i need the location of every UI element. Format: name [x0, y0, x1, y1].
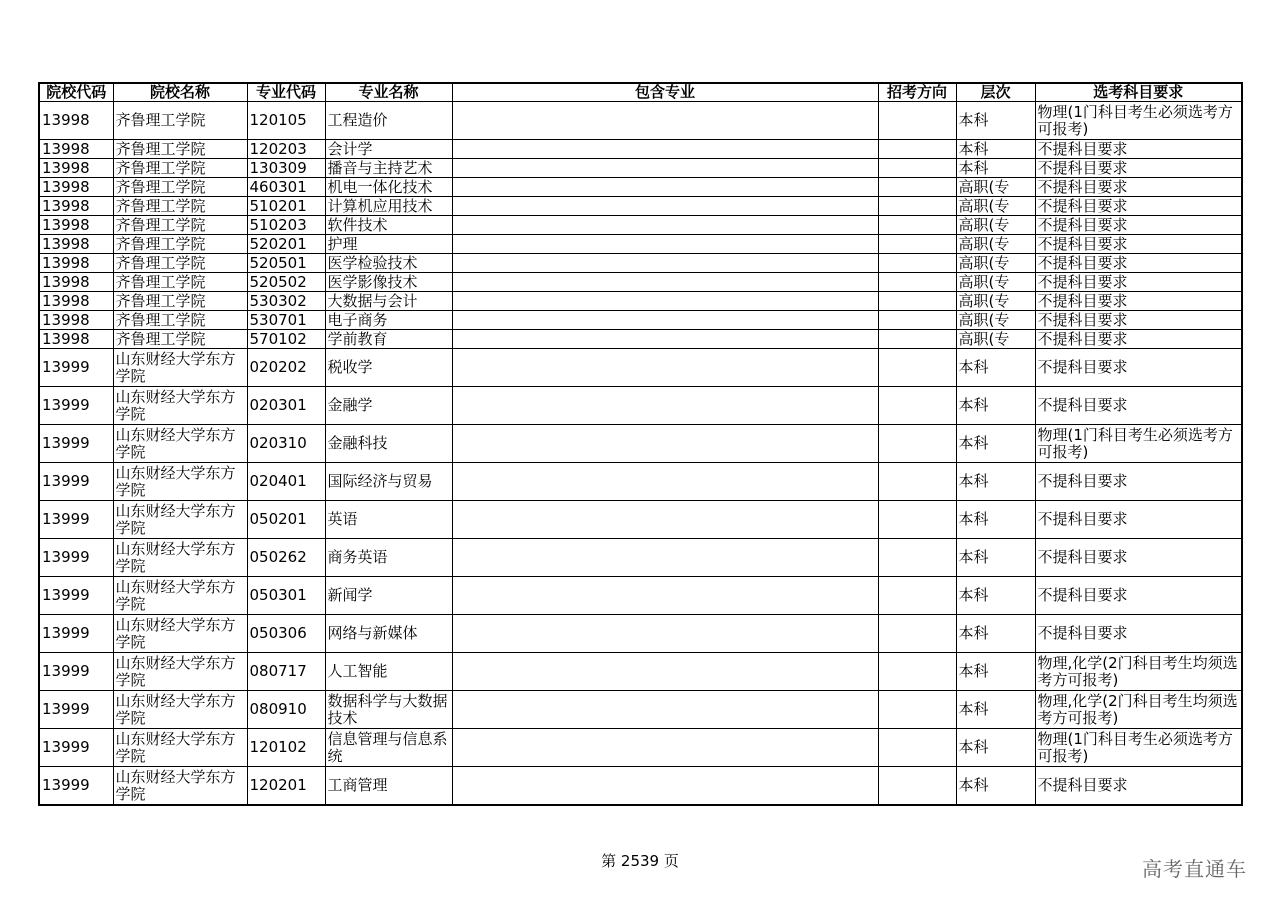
cell-subject-requirements: 不提科目要求: [1035, 615, 1242, 653]
cell-included-majors: [452, 387, 878, 425]
cell-level: 本科: [956, 140, 1035, 159]
cell-major-code: 050301: [247, 577, 325, 615]
cell-major-name: 机电一体化技术: [325, 178, 452, 197]
cell-subject-requirements: 不提科目要求: [1035, 273, 1242, 292]
cell-school-code: 13999: [39, 539, 113, 577]
cell-level: 本科: [956, 501, 1035, 539]
cell-major-code: 020401: [247, 463, 325, 501]
cell-school-name: 山东财经大学东方学院: [113, 691, 247, 729]
cell-subject-requirements: 不提科目要求: [1035, 349, 1242, 387]
cell-major-name: 英语: [325, 501, 452, 539]
cell-subject-requirements: 不提科目要求: [1035, 501, 1242, 539]
cell-school-name: 山东财经大学东方学院: [113, 577, 247, 615]
cell-included-majors: [452, 178, 878, 197]
table-row: [39, 729, 1242, 767]
cell-direction: [878, 349, 956, 387]
cell-major-name: 国际经济与贸易: [325, 463, 452, 501]
cell-school-name: 齐鲁理工学院: [113, 273, 247, 292]
cell-included-majors: [452, 539, 878, 577]
table-row: [39, 691, 1242, 729]
cell-major-name: 信息管理与信息系统: [325, 729, 452, 767]
cell-school-name: 齐鲁理工学院: [113, 235, 247, 254]
cell-level: 高职(专: [956, 292, 1035, 311]
table-row: [39, 539, 1242, 577]
cell-school-code: 13998: [39, 197, 113, 216]
cell-subject-requirements: 不提科目要求: [1035, 235, 1242, 254]
cell-level: 本科: [956, 539, 1035, 577]
cell-included-majors: [452, 501, 878, 539]
cell-included-majors: [452, 102, 878, 140]
cell-direction: [878, 501, 956, 539]
cell-included-majors: [452, 577, 878, 615]
cell-direction: [878, 463, 956, 501]
admissions-table: [38, 82, 1243, 806]
cell-included-majors: [452, 691, 878, 729]
cell-major-code: 520502: [247, 273, 325, 292]
cell-level: 高职(专: [956, 330, 1035, 349]
cell-school-name: 山东财经大学东方学院: [113, 501, 247, 539]
table-row: [39, 235, 1242, 254]
cell-direction: [878, 425, 956, 463]
cell-level: 高职(专: [956, 254, 1035, 273]
header-row: [39, 83, 1242, 102]
cell-school-code: 13999: [39, 729, 113, 767]
table-body: [39, 102, 1242, 806]
table-row: [39, 349, 1242, 387]
cell-subject-requirements: 不提科目要求: [1035, 330, 1242, 349]
cell-major-code: 050306: [247, 615, 325, 653]
cell-school-code: 13999: [39, 387, 113, 425]
cell-direction: [878, 539, 956, 577]
cell-major-name: 医学检验技术: [325, 254, 452, 273]
cell-level: 本科: [956, 463, 1035, 501]
cell-level: 本科: [956, 349, 1035, 387]
table-row: [39, 311, 1242, 330]
table-row: [39, 615, 1242, 653]
cell-level: 本科: [956, 387, 1035, 425]
cell-direction: [878, 197, 956, 216]
cell-major-code: 120203: [247, 140, 325, 159]
cell-included-majors: [452, 767, 878, 806]
cell-major-code: 460301: [247, 178, 325, 197]
cell-major-code: 020202: [247, 349, 325, 387]
cell-included-majors: [452, 729, 878, 767]
cell-school-name: 齐鲁理工学院: [113, 216, 247, 235]
cell-school-code: 13999: [39, 691, 113, 729]
cell-school-name: 齐鲁理工学院: [113, 140, 247, 159]
cell-subject-requirements: 不提科目要求: [1035, 178, 1242, 197]
table-row: [39, 653, 1242, 691]
header-school-name: 院校名称: [113, 83, 247, 102]
cell-direction: [878, 102, 956, 140]
cell-subject-requirements: 物理(1门科目考生必须选考方可报考): [1035, 102, 1242, 140]
table-row: [39, 254, 1242, 273]
cell-school-code: 13999: [39, 425, 113, 463]
cell-subject-requirements: 物理,化学(2门科目考生均须选考方可报考): [1035, 653, 1242, 691]
cell-direction: [878, 254, 956, 273]
cell-subject-requirements: 不提科目要求: [1035, 577, 1242, 615]
cell-subject-requirements: 不提科目要求: [1035, 539, 1242, 577]
cell-direction: [878, 767, 956, 806]
cell-major-name: 金融学: [325, 387, 452, 425]
cell-school-code: 13998: [39, 235, 113, 254]
cell-direction: [878, 330, 956, 349]
cell-subject-requirements: 不提科目要求: [1035, 292, 1242, 311]
cell-major-code: 530302: [247, 292, 325, 311]
cell-major-code: 570102: [247, 330, 325, 349]
cell-subject-requirements: 不提科目要求: [1035, 216, 1242, 235]
cell-major-name: 工商管理: [325, 767, 452, 806]
cell-direction: [878, 387, 956, 425]
cell-school-name: 山东财经大学东方学院: [113, 767, 247, 806]
cell-included-majors: [452, 197, 878, 216]
cell-major-name: 数据科学与大数据技术: [325, 691, 452, 729]
cell-level: 本科: [956, 159, 1035, 178]
cell-direction: [878, 729, 956, 767]
header-major-name: 专业名称: [325, 83, 452, 102]
cell-school-code: 13999: [39, 767, 113, 806]
cell-school-name: 山东财经大学东方学院: [113, 729, 247, 767]
cell-included-majors: [452, 273, 878, 292]
cell-level: 本科: [956, 577, 1035, 615]
cell-school-name: 齐鲁理工学院: [113, 254, 247, 273]
cell-school-code: 13999: [39, 501, 113, 539]
cell-school-name: 齐鲁理工学院: [113, 197, 247, 216]
cell-direction: [878, 615, 956, 653]
table-row: [39, 140, 1242, 159]
cell-subject-requirements: 物理,化学(2门科目考生均须选考方可报考): [1035, 691, 1242, 729]
header-level: 层次: [956, 83, 1035, 102]
cell-included-majors: [452, 216, 878, 235]
cell-direction: [878, 235, 956, 254]
table-row: [39, 463, 1242, 501]
cell-major-name: 商务英语: [325, 539, 452, 577]
cell-direction: [878, 273, 956, 292]
cell-level: 本科: [956, 102, 1035, 140]
cell-level: 高职(专: [956, 178, 1035, 197]
cell-direction: [878, 311, 956, 330]
cell-major-code: 130309: [247, 159, 325, 178]
cell-level: 高职(专: [956, 311, 1035, 330]
cell-school-code: 13998: [39, 140, 113, 159]
cell-school-name: 齐鲁理工学院: [113, 102, 247, 140]
cell-major-name: 医学影像技术: [325, 273, 452, 292]
cell-school-name: 齐鲁理工学院: [113, 178, 247, 197]
cell-school-name: 山东财经大学东方学院: [113, 387, 247, 425]
cell-major-name: 新闻学: [325, 577, 452, 615]
cell-level: 本科: [956, 653, 1035, 691]
cell-major-code: 520501: [247, 254, 325, 273]
table-row: [39, 197, 1242, 216]
cell-major-name: 学前教育: [325, 330, 452, 349]
cell-included-majors: [452, 292, 878, 311]
cell-major-code: 120201: [247, 767, 325, 806]
cell-subject-requirements: 不提科目要求: [1035, 140, 1242, 159]
header-school-code: 院校代码: [39, 83, 113, 102]
watermark: 高考直通车: [1142, 857, 1247, 881]
table-row: [39, 577, 1242, 615]
cell-major-name: 大数据与会计: [325, 292, 452, 311]
cell-included-majors: [452, 235, 878, 254]
cell-subject-requirements: 不提科目要求: [1035, 463, 1242, 501]
cell-school-code: 13998: [39, 254, 113, 273]
cell-included-majors: [452, 254, 878, 273]
table-row: [39, 102, 1242, 140]
header-subject-requirements: 选考科目要求: [1035, 83, 1242, 102]
cell-school-name: 山东财经大学东方学院: [113, 615, 247, 653]
page-number: 第 2539 页: [601, 852, 679, 870]
cell-major-code: 020301: [247, 387, 325, 425]
cell-school-code: 13998: [39, 102, 113, 140]
cell-subject-requirements: 不提科目要求: [1035, 159, 1242, 178]
table-row: [39, 178, 1242, 197]
cell-direction: [878, 691, 956, 729]
cell-school-name: 山东财经大学东方学院: [113, 653, 247, 691]
cell-level: 高职(专: [956, 197, 1035, 216]
cell-major-name: 播音与主持艺术: [325, 159, 452, 178]
cell-subject-requirements: 物理(1门科目考生必须选考方可报考): [1035, 729, 1242, 767]
cell-school-code: 13998: [39, 311, 113, 330]
cell-included-majors: [452, 349, 878, 387]
cell-major-name: 工程造价: [325, 102, 452, 140]
cell-school-name: 山东财经大学东方学院: [113, 349, 247, 387]
cell-direction: [878, 292, 956, 311]
cell-major-name: 电子商务: [325, 311, 452, 330]
cell-level: 高职(专: [956, 273, 1035, 292]
cell-level: 高职(专: [956, 216, 1035, 235]
cell-level: 本科: [956, 425, 1035, 463]
cell-major-code: 080910: [247, 691, 325, 729]
header-major-code: 专业代码: [247, 83, 325, 102]
cell-level: 本科: [956, 729, 1035, 767]
cell-subject-requirements: 不提科目要求: [1035, 311, 1242, 330]
cell-major-code: 080717: [247, 653, 325, 691]
cell-major-code: 520201: [247, 235, 325, 254]
cell-school-code: 13999: [39, 615, 113, 653]
cell-level: 本科: [956, 615, 1035, 653]
cell-direction: [878, 159, 956, 178]
cell-school-name: 齐鲁理工学院: [113, 330, 247, 349]
cell-major-code: 510203: [247, 216, 325, 235]
table-row: [39, 273, 1242, 292]
cell-subject-requirements: 不提科目要求: [1035, 387, 1242, 425]
cell-school-name: 齐鲁理工学院: [113, 292, 247, 311]
cell-major-code: 530701: [247, 311, 325, 330]
cell-subject-requirements: 物理(1门科目考生必须选考方可报考): [1035, 425, 1242, 463]
cell-major-code: 120102: [247, 729, 325, 767]
table-row: [39, 425, 1242, 463]
cell-major-name: 网络与新媒体: [325, 615, 452, 653]
cell-school-code: 13999: [39, 349, 113, 387]
table-row: [39, 159, 1242, 178]
table-row: [39, 330, 1242, 349]
cell-direction: [878, 140, 956, 159]
cell-included-majors: [452, 311, 878, 330]
cell-direction: [878, 178, 956, 197]
table-row: [39, 501, 1242, 539]
cell-level: 本科: [956, 691, 1035, 729]
cell-major-code: 050201: [247, 501, 325, 539]
table-row: [39, 292, 1242, 311]
cell-major-code: 050262: [247, 539, 325, 577]
cell-subject-requirements: 不提科目要求: [1035, 767, 1242, 806]
cell-included-majors: [452, 140, 878, 159]
cell-direction: [878, 653, 956, 691]
cell-level: 高职(专: [956, 235, 1035, 254]
cell-level: 本科: [956, 767, 1035, 806]
cell-school-name: 山东财经大学东方学院: [113, 539, 247, 577]
cell-subject-requirements: 不提科目要求: [1035, 254, 1242, 273]
cell-school-name: 齐鲁理工学院: [113, 159, 247, 178]
cell-major-code: 020310: [247, 425, 325, 463]
cell-school-code: 13998: [39, 159, 113, 178]
cell-major-name: 计算机应用技术: [325, 197, 452, 216]
cell-school-name: 齐鲁理工学院: [113, 311, 247, 330]
cell-school-code: 13998: [39, 292, 113, 311]
cell-school-code: 13998: [39, 273, 113, 292]
table-row: [39, 387, 1242, 425]
cell-school-code: 13998: [39, 330, 113, 349]
cell-major-name: 软件技术: [325, 216, 452, 235]
cell-major-name: 护理: [325, 235, 452, 254]
cell-direction: [878, 577, 956, 615]
header-included-majors: 包含专业: [452, 83, 878, 102]
cell-included-majors: [452, 615, 878, 653]
cell-included-majors: [452, 159, 878, 178]
cell-school-code: 13999: [39, 653, 113, 691]
cell-school-name: 山东财经大学东方学院: [113, 425, 247, 463]
cell-school-code: 13998: [39, 178, 113, 197]
cell-school-code: 13999: [39, 463, 113, 501]
cell-major-code: 120105: [247, 102, 325, 140]
cell-school-name: 山东财经大学东方学院: [113, 463, 247, 501]
cell-major-name: 税收学: [325, 349, 452, 387]
table-row: [39, 767, 1242, 806]
cell-school-code: 13999: [39, 577, 113, 615]
cell-direction: [878, 216, 956, 235]
cell-major-code: 510201: [247, 197, 325, 216]
cell-included-majors: [452, 653, 878, 691]
cell-major-name: 人工智能: [325, 653, 452, 691]
cell-included-majors: [452, 425, 878, 463]
cell-included-majors: [452, 463, 878, 501]
cell-major-name: 会计学: [325, 140, 452, 159]
cell-school-code: 13998: [39, 216, 113, 235]
cell-included-majors: [452, 330, 878, 349]
table-row: [39, 216, 1242, 235]
cell-major-name: 金融科技: [325, 425, 452, 463]
cell-subject-requirements: 不提科目要求: [1035, 197, 1242, 216]
header-direction: 招考方向: [878, 83, 956, 102]
